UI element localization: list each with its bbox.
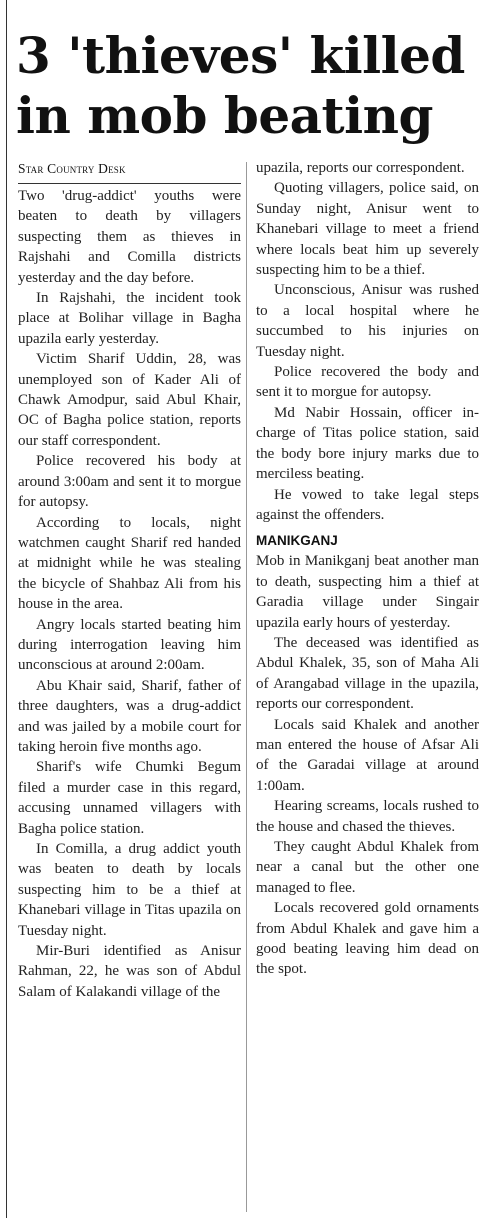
paragraph: Angry locals started beating him during interrogation leaving him unconscious at around 2:00am. — [18, 616, 241, 674]
paragraph: Police recovered his body at around 3:00am and sent it to morgue for autopsy. — [18, 453, 241, 511]
paragraph: Sharif's wife Chumki Begum filed a murder case in this regard, accusing unnamed villagers with Bagha police station. — [18, 759, 241, 837]
paragraph: Md Nabir Hossain, officer in-charge of Titas police station, said the body bore injury marks due to merciless beating. — [256, 404, 479, 483]
article-column-right — [256, 158, 479, 980]
paragraph: Locals recovered gold ornaments from Abdul Khalek and gave him a good beating leaving him dead on the spot. — [256, 900, 479, 978]
paragraph: Two 'drug-addict' youths were beaten to death by villagers suspecting them as thieves in Rajshahi and Comilla districts yesterday and the day before. — [18, 188, 241, 286]
paragraph: Mir-Buri identified as Anisur Rahman, 22, he was son of Abdul Salam of Kalakandi village of the — [18, 943, 241, 1000]
paragraph: Mob in Manikganj beat another man to death, suspecting him a thief at Garadia village under Singair upazila early hours of yesterday. — [256, 553, 479, 631]
paragraph: Hearing screams, locals rushed to the house and chased the thieves. — [256, 798, 479, 835]
paragraph: Quoting villagers, police said, on Sunday night, Anisur went to Khanebari village to meet a friend where locals beat him up severely suspecting him to be a thief. — [256, 180, 479, 279]
column-divider — [246, 162, 247, 1212]
paragraph: In Comilla, a drug addict youth was beaten to death by locals suspecting him to be a thief at Khanebari village in Titas upazila on Tuesday night. — [18, 841, 241, 939]
section-subhead: MANIKGANJ — [256, 533, 338, 549]
paragraph: Abu Khair said, Sharif, father of three daughters, was a drug-addict and was jailed by a mobile court for taking heroin five months ago. — [18, 677, 241, 755]
paragraph: Victim Sharif Uddin, 28, was unemployed son of Kader Ali of Chawk Amodpur, said Abul Khair, OC of Bagha police station, reports our staff correspondent. — [18, 351, 241, 449]
paragraph: The deceased was identified as Abdul Khalek, 35, son of Maha Ali of Arangabad village in the upazila, reports our correspondent. — [256, 634, 479, 713]
paragraph: According to locals, night watchmen caught Sharif red handed at midnight while he was stealing the bicycle of Shahbaz Ali from his house in the area. — [18, 514, 241, 613]
paragraph: Locals said Khalek and another man entered the house of Afsar Ali of the Garadai village at around 1:00am. — [256, 716, 479, 794]
paragraph: They caught Abdul Khalek from near a canal but the other one managed to flee. — [256, 839, 479, 896]
paragraph: Police recovered the body and sent it to morgue for autopsy. — [256, 364, 479, 401]
paragraph: He vowed to take legal steps against the offenders. — [256, 486, 479, 523]
paragraph: upazila, reports our correspondent. — [256, 160, 465, 176]
paragraph: In Rajshahi, the incident took place at Bolihar village in Bagha upazila early yesterday. — [18, 290, 241, 347]
left-column-body — [18, 186, 241, 1002]
left-margin-rule — [6, 0, 7, 1218]
paragraph: Unconscious, Anisur was rushed to a local hospital where he succumbed to his injuries on Tuesday night. — [256, 282, 479, 360]
byline: Star Country Desk — [18, 160, 241, 184]
article-headline: 3 'thieves' killed in mob beating — [16, 26, 465, 145]
article-column-left — [18, 160, 241, 1002]
